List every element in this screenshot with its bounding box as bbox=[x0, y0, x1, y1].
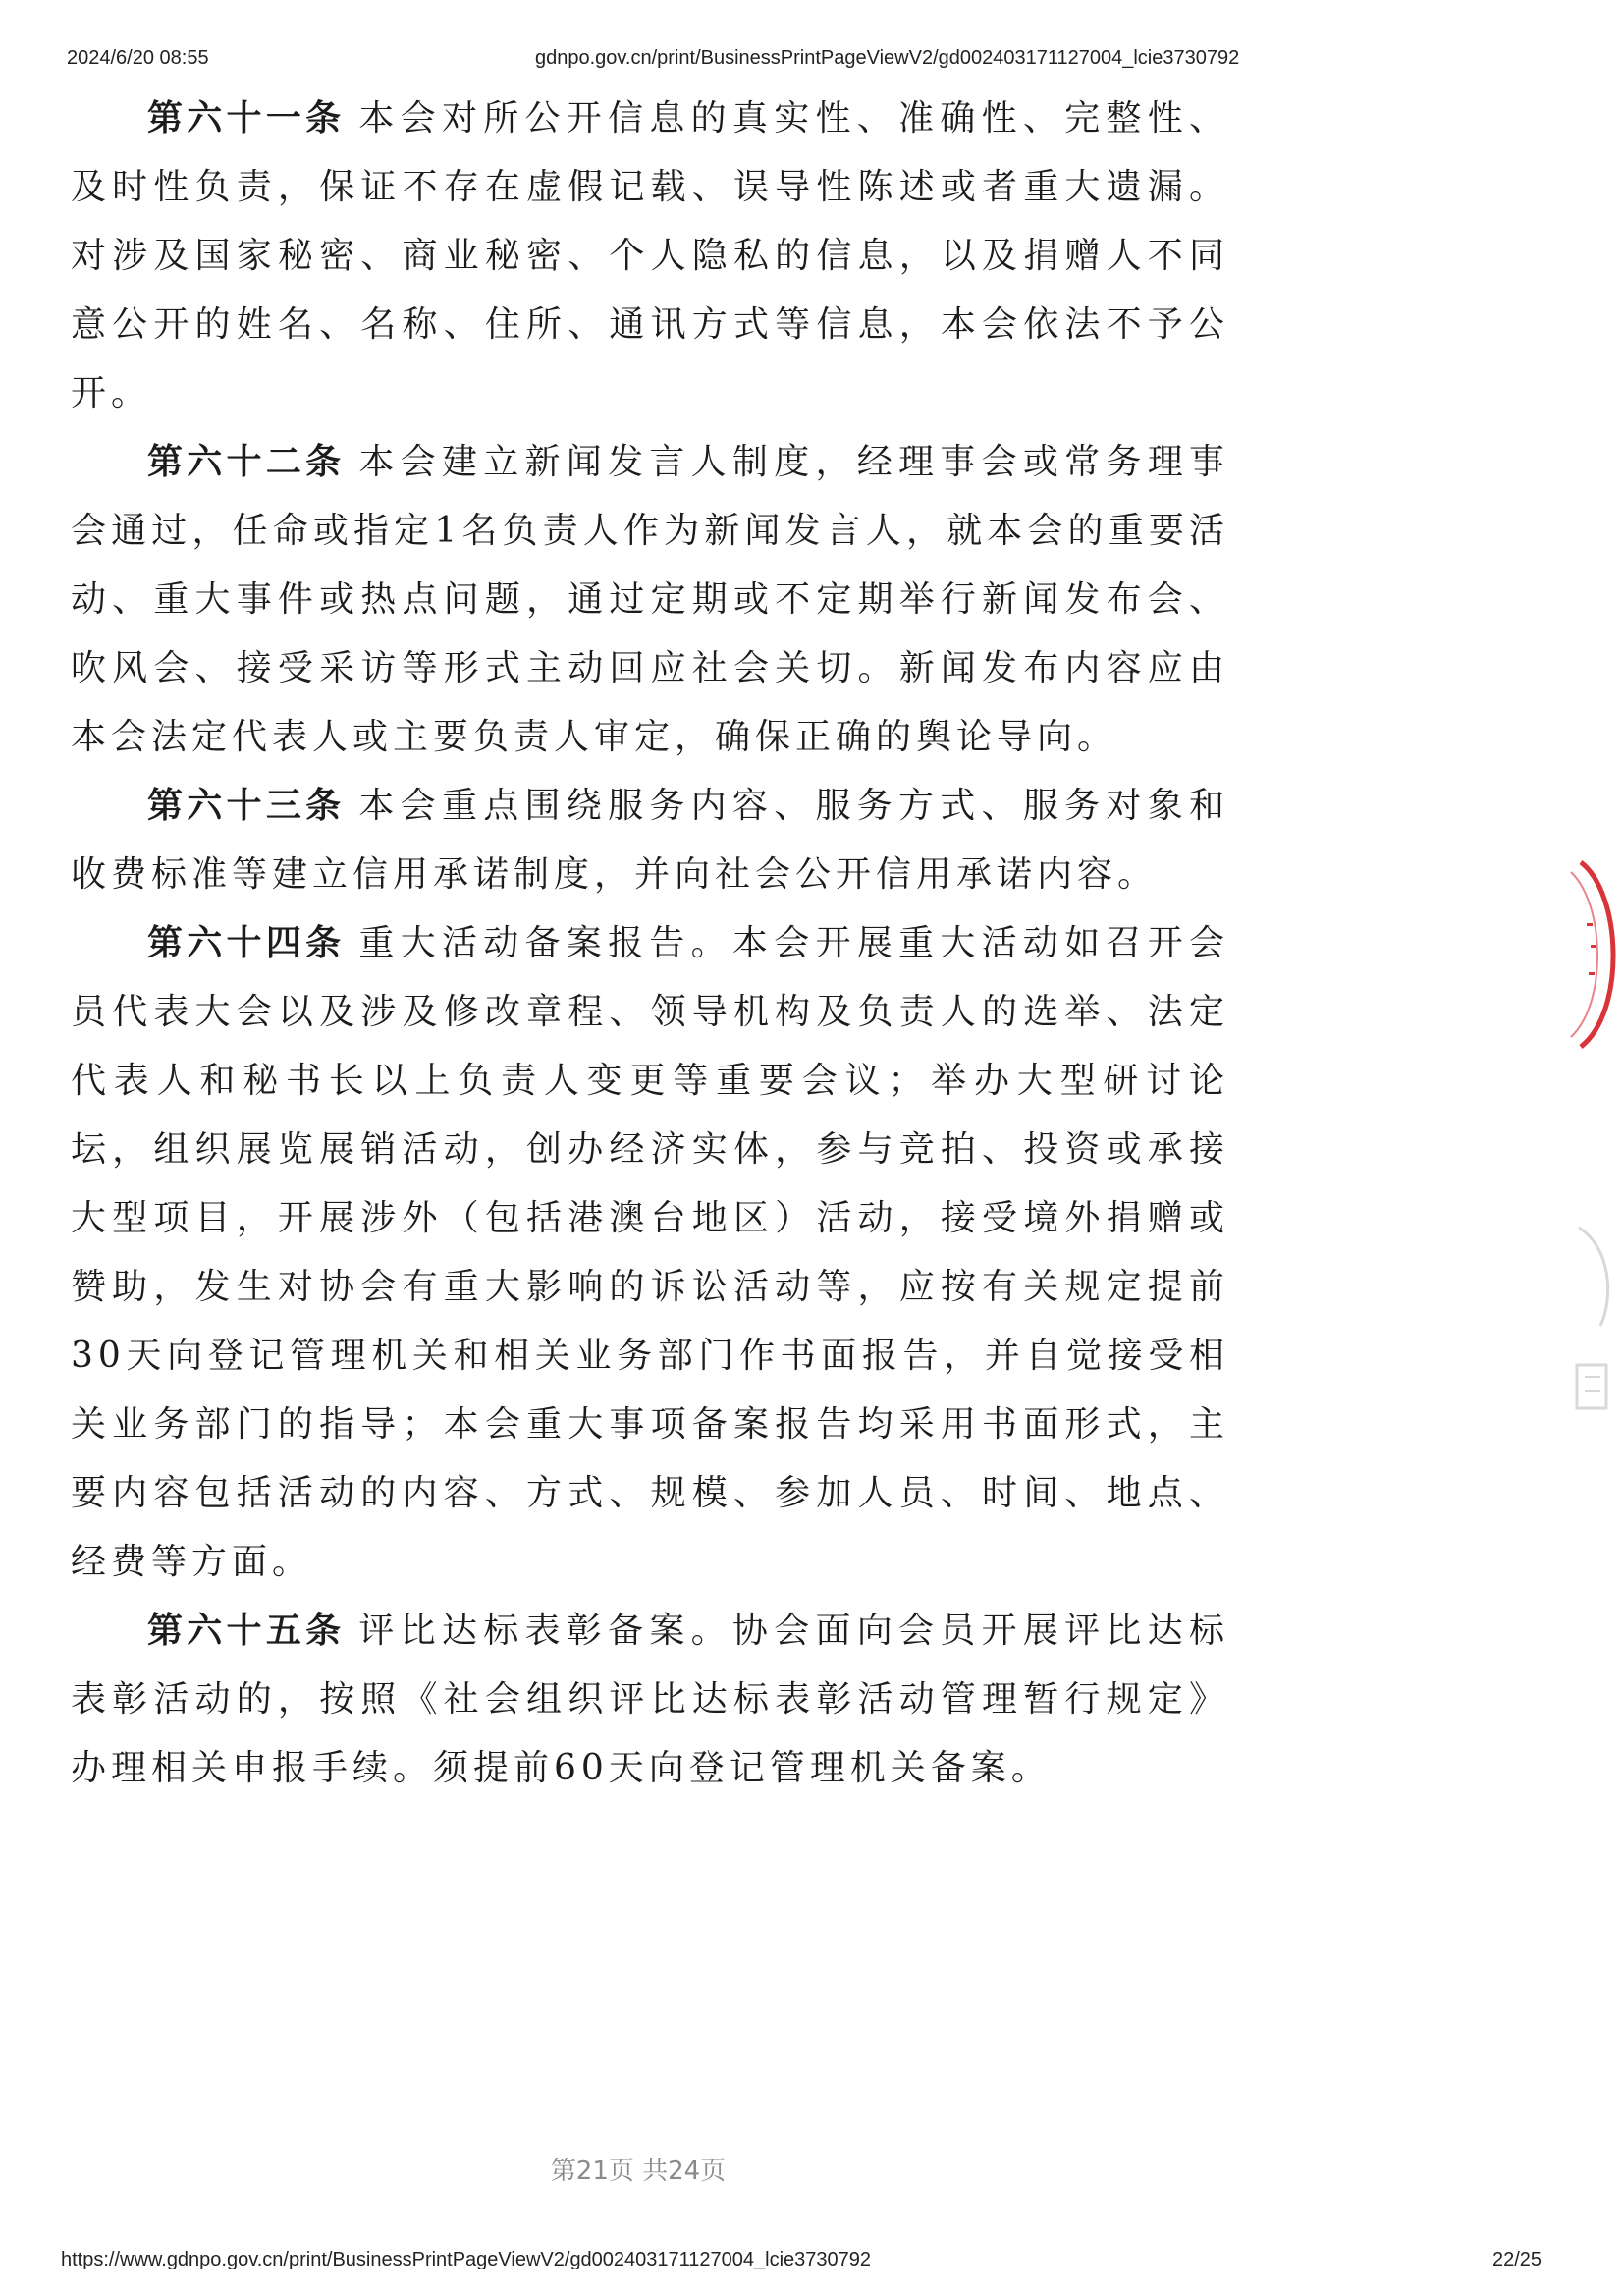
article-61 bbox=[71, 84, 1229, 428]
print-header-url: gdnpo.gov.cn/print/BusinessPrintPageViewV2/gd002403171127004_lcie3730792 bbox=[535, 47, 1240, 69]
article-64 bbox=[71, 909, 1229, 1597]
document-body bbox=[71, 84, 1229, 1803]
print-footer-url: https://www.gdnpo.gov.cn/print/BusinessPrintPageViewV2/gd002403171127004_lcie3730792 bbox=[61, 2249, 872, 2270]
print-header bbox=[0, 47, 1623, 77]
article-text: 评比达标表彰备案。协会面向会员开展评比达标表彰活动的，按照《社会组织评比达标表彰活动管理暂行规定》办理相关申报手续。须提前60天向登记管理机关备案。 bbox=[71, 1611, 1229, 1788]
seal-mark bbox=[1587, 923, 1593, 926]
article-heading: 第六十三条 bbox=[147, 786, 346, 826]
page-number: 第21页 共24页 bbox=[550, 2157, 727, 2186]
print-datetime: 2024/6/20 08:55 bbox=[67, 47, 209, 69]
article-62 bbox=[71, 428, 1229, 772]
article-heading: 第六十四条 bbox=[147, 923, 346, 963]
seal-mark bbox=[1591, 945, 1596, 948]
stamp-stroke bbox=[1579, 1228, 1608, 1326]
article-text: 本会对所公开信息的真实性、准确性、完整性、及时性负责，保证不存在虚假记载、误导性陈述或者重大遗漏。对涉及国家秘密、商业秘密、个人隐私的信息，以及捐赠人不同意公开的姓名、名称、住所、通讯方式等信息，本会依法不予公开。 bbox=[71, 98, 1229, 413]
print-page-count: 22/25 bbox=[1492, 2249, 1542, 2270]
stamp-graphic bbox=[1571, 1218, 1623, 1434]
seal-inner-ring bbox=[1571, 872, 1597, 1037]
article-heading: 第六十一条 bbox=[147, 98, 346, 138]
seal-graphic bbox=[1561, 854, 1623, 1051]
article-63 bbox=[71, 772, 1229, 909]
article-text: 本会建立新闻发言人制度，经理事会或常务理事会通过，任命或指定1名负责人作为新闻发言人，就本会的重要活动、重大事件或热点问题，通过定期或不定期举行新闻发布会、吹风会、接受采访等形式主动回应社会关切。新闻发布内容应由本会法定代表人或主要负责人审定，确保正确的舆论导向。 bbox=[71, 442, 1229, 757]
article-65 bbox=[71, 1597, 1229, 1803]
article-text: 本会重点围绕服务内容、服务方式、服务对象和收费标准等建立信用承诺制度，并向社会公开信用承诺内容。 bbox=[71, 786, 1229, 895]
red-seal bbox=[1561, 854, 1623, 1051]
faded-stamp bbox=[1571, 1218, 1623, 1434]
article-heading: 第六十二条 bbox=[147, 442, 346, 482]
seal-mark bbox=[1589, 972, 1595, 975]
article-heading: 第六十五条 bbox=[147, 1611, 346, 1651]
stamp-box bbox=[1577, 1365, 1606, 1408]
article-text: 重大活动备案报告。本会开展重大活动如召开会员代表大会以及涉及修改章程、领导机构及负责人的选举、法定代表人和秘书长以上负责人变更等重要会议；举办大型研讨论坛，组织展览展销活动，创办经济实体，参与竞拍、投资或承接大型项目，开展涉外（包括港澳台地区）活动，接受境外捐赠或赞助，发生对协会有重大影响的诉讼活动等，应按有关规定提前30天向登记管理机关和相关业务部门作书面报告，并自觉接受相关业务部门的指导；本会重大事项备案报告均采用书面形式，主要内容包括活动的内容、方式、规模、参加人员、时间、地点、经费等方面。 bbox=[71, 923, 1229, 1582]
print-footer bbox=[0, 2249, 1623, 2278]
